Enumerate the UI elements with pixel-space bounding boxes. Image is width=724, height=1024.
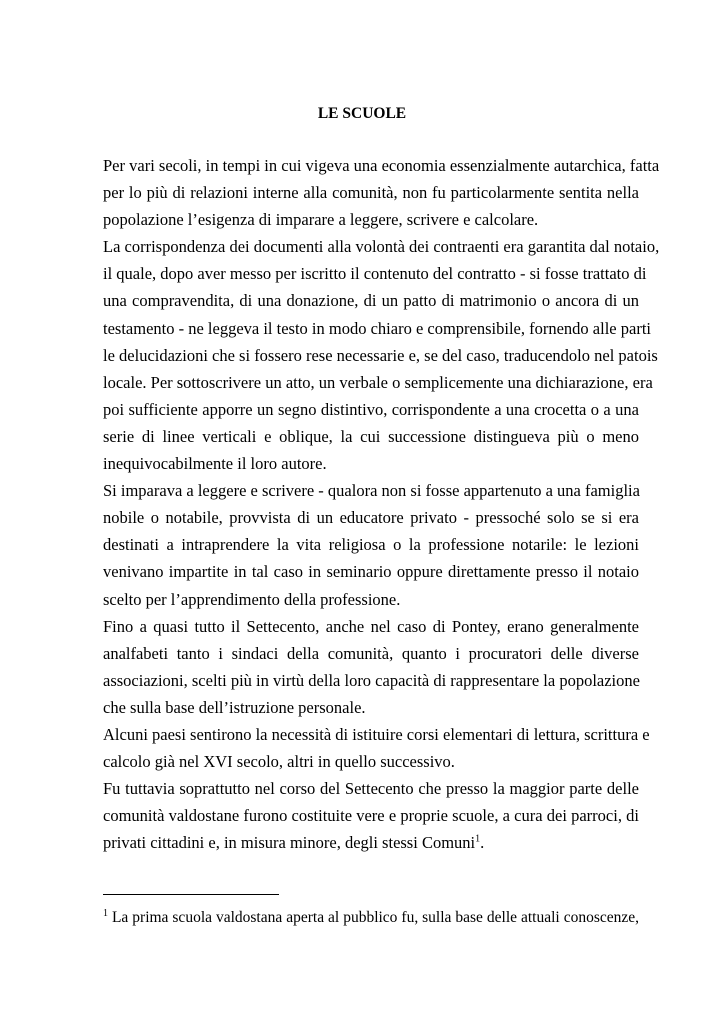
text-line: comunità valdostane furono costituite vere e proprie scuole, a cura dei parroci, di <box>103 806 639 826</box>
body-text <box>103 152 660 856</box>
text-line: testamento - ne leggeva il testo in modo chiaro e comprensibile, fornendo alle parti <box>103 318 651 338</box>
text-line: per lo più di relazioni interne alla comunità, non fu particolarmente sentita nella <box>103 183 639 203</box>
text-line: popolazione l’esigenza di imparare a leggere, scrivere e calcolare. <box>103 210 539 230</box>
text-line: venivano impartite in tal caso in seminario oppure direttamente presso il notaio <box>103 562 639 582</box>
text-line: il quale, dopo aver messo per iscritto il contenuto del contratto - si fosse trattato di <box>103 264 647 284</box>
text-line: Fino a quasi tutto il Settecento, anche nel caso di Pontey, erano generalmente <box>103 616 639 636</box>
text-line: nobile o notabile, provvista di un educatore privato - pressoché solo se si era <box>103 508 639 528</box>
text-line: Si imparava a leggere e scrivere - qualora non si fosse appartenuto a una famiglia <box>103 481 640 501</box>
footnote-reference[interactable]: 1 <box>475 833 481 845</box>
text-line: Alcuni paesi sentirono la necessità di istituire corsi elementari di lettura, scrittura e <box>103 724 650 744</box>
text-line: che sulla base dell’istruzione personale. <box>103 697 366 717</box>
footnote-text: La prima scuola valdostana aperta al pubblico fu, sulla base delle attuali conoscenze, <box>111 909 639 926</box>
text-line: La corrispondenza dei documenti alla volontà dei contraenti era garantita dal notaio, <box>103 237 660 257</box>
last-line-end: . <box>480 833 485 853</box>
text-line: destinati a intraprendere la vita religiosa o la professione notarile: le lezioni <box>103 535 639 555</box>
text-line: una compravendita, di una donazione, di un patto di matrimonio o ancora di un <box>103 291 639 311</box>
text-line-last <box>103 829 639 856</box>
last-line-text: privati cittadini e, in misura minore, degli stessi Comuni <box>103 833 476 853</box>
footnote-separator <box>103 894 279 895</box>
page-title: LE SCUOLE <box>317 105 407 122</box>
text-line: le delucidazioni che si fossero rese necessarie e, se del caso, traducendolo nel patois <box>103 345 658 365</box>
footnote <box>103 907 639 929</box>
footnote-number: 1 <box>103 907 108 919</box>
text-line: calcolo già nel XVI secolo, altri in quello successivo. <box>103 752 455 772</box>
text-line: locale. Per sottoscrivere un atto, un verbale o semplicemente una dichiarazione, era <box>103 372 653 392</box>
text-line: associazioni, scelti più in virtù della loro capacità di rappresentare la popolazione <box>103 670 640 690</box>
text-line: inequivocabilmente il loro autore. <box>103 454 327 474</box>
text-line: poi sufficiente apporre un segno distintivo, corrispondente a una crocetta o a una <box>103 399 639 419</box>
text-line: serie di linee verticali e oblique, la cui successione distingueva più o meno <box>103 426 639 446</box>
text-line: scelto per l’apprendimento della professione. <box>103 589 401 609</box>
text-line: analfabeti tanto i sindaci della comunità, quanto i procuratori delle diverse <box>103 643 639 663</box>
text-line: Fu tuttavia soprattutto nel corso del Settecento che presso la maggior parte delle <box>103 779 639 799</box>
text-line: Per vari secoli, in tempi in cui vigeva una economia essenzialmente autarchica, fatta <box>103 156 660 175</box>
